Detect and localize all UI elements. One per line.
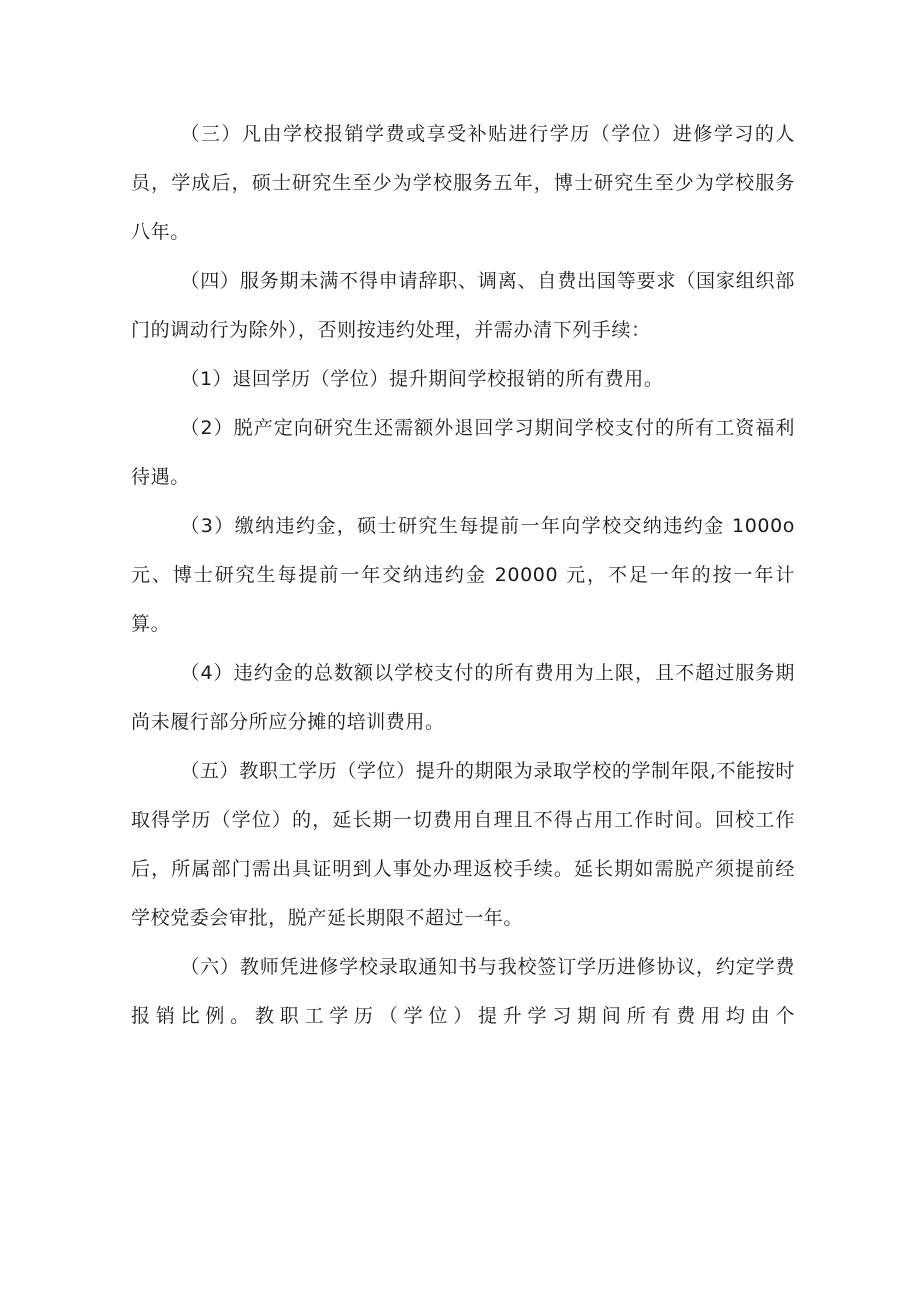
paragraph-service-period: （三）凡由学校报销学费或享受补贴进行学历（学位）进修学习的人员，学成后，硕士研究生至少为学校服务五年，博士研究生至少为学校服务八年。	[131, 123, 795, 243]
paragraph-penalty-cap: （4）违约金的总数额以学校支付的所有费用为上限，且不超过服务期尚未履行部分所应分摊的培训费用。	[131, 662, 795, 733]
paragraph-early-leave: （四）服务期未满不得申请辞职、调离、自费出国等要求（国家组织部门的调动行为除外），否则按违约处理，并需办清下列手续：	[131, 270, 795, 341]
paragraph-refund-salary: （2）脱产定向研究生还需额外退回学习期间学校支付的所有工资福利待遇。	[131, 417, 795, 488]
paragraph-penalty: （3）缴纳违约金，硕士研究生每提前一年向学校交纳违约金 1000o 元、博士研究生每提前一年交纳违约金 20000 元，不足一年的按一年计算。	[131, 515, 795, 635]
paragraph-study-duration: （五）教职工学历（学位）提升的期限为录取学校的学制年限,不能按时取得学历（学位）的，延长期一切费用自理且不得占用工作时间。回校工作后，所属部门需出具证明到人事处办理返校手续。延长期如需脱产须提前经学校党委会审批，脱产延长期限不超过一年。	[131, 760, 795, 929]
paragraph-reimbursement: （六）教师凭进修学校录取通知书与我校签订学历进修协议，约定学费报销比例。教职工学历（学位）提升学习期间所有费用均由个	[131, 956, 795, 1027]
paragraph-refund-fees: （1）退回学历（学位）提升期间学校报销的所有费用。	[180, 368, 664, 390]
document-body	[131, 110, 795, 1041]
